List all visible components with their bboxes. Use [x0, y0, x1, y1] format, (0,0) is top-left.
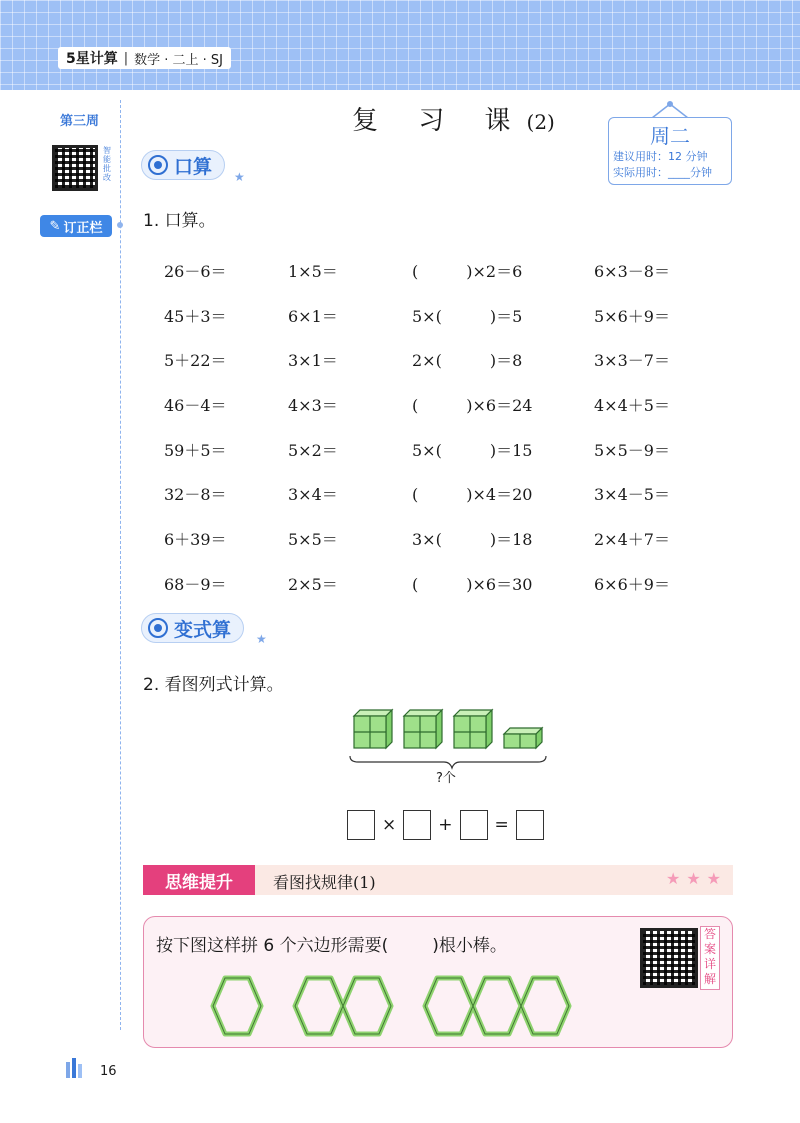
- operator: ×: [382, 815, 397, 835]
- grid-cell[interactable]: ( )×6＝24: [412, 395, 533, 415]
- margin-dot: [117, 222, 123, 228]
- suggest-time: 建议用时：12 分钟: [613, 150, 708, 163]
- grid-row: [164, 516, 724, 561]
- grid-cell[interactable]: 2×( )＝8: [412, 351, 523, 371]
- hexagon-figure: [205, 972, 585, 1040]
- qr-code-icon[interactable]: [52, 145, 98, 191]
- series-tag: [58, 47, 231, 69]
- grid-cell[interactable]: 26－6＝: [164, 261, 227, 281]
- grid-row: [164, 337, 724, 382]
- grid-cell[interactable]: ( )×6＝30: [412, 574, 533, 594]
- hexagon: [425, 978, 473, 1034]
- answer-box[interactable]: [460, 810, 488, 840]
- actual-time: [609, 165, 731, 181]
- grid-cell[interactable]: 3×3－7＝: [594, 351, 670, 371]
- title-main: 复 习 课: [352, 106, 527, 136]
- subject-label: 数学 · 二上 · SJ: [134, 52, 224, 68]
- thinking-title: 看图找规律(1): [273, 873, 376, 892]
- target-icon: [148, 618, 168, 638]
- cube-group-3: [454, 710, 492, 748]
- hexagon: [521, 978, 569, 1034]
- grid-cell[interactable]: ( )×4＝20: [412, 485, 533, 505]
- hexagon: [213, 978, 261, 1034]
- grid-cell[interactable]: 4×4＋5＝: [594, 395, 670, 415]
- question-1: 1. 口算。: [143, 211, 216, 231]
- grid-cell[interactable]: 46－4＝: [164, 395, 227, 415]
- thinking-tag: 思维提升: [143, 865, 255, 895]
- correction-label: 订正栏: [63, 220, 103, 236]
- sparkle-icon: ★: [256, 632, 267, 646]
- answer-detail-label: 答案详解: [700, 926, 720, 990]
- grid-row: [164, 427, 724, 472]
- grid-row: [164, 471, 724, 516]
- section-badge-label: 变式算: [174, 618, 232, 641]
- correction-tag: [40, 215, 112, 237]
- prompt-after: )根小棒。: [432, 936, 507, 956]
- grid-cell[interactable]: 2×4＋7＝: [594, 529, 670, 549]
- stopwatch-icon: [148, 155, 168, 175]
- cube-group-4: [504, 728, 542, 748]
- grid-cell[interactable]: 3×1＝: [288, 351, 338, 371]
- operator: +: [438, 815, 453, 835]
- actual-prefix: 实际用时：: [613, 166, 668, 179]
- grid-cell[interactable]: 3×( )＝18: [412, 529, 533, 549]
- grid-cell[interactable]: 5×5＝: [288, 529, 338, 549]
- equation: [347, 810, 544, 840]
- hexagon: [295, 978, 343, 1034]
- actual-suffix: 分钟: [690, 166, 712, 179]
- grid-cell[interactable]: 2×5＝: [288, 574, 338, 594]
- qr-side-text: 智能批改: [103, 146, 111, 182]
- margin-divider: [120, 100, 121, 1030]
- answer-box[interactable]: [403, 810, 431, 840]
- grid-cell[interactable]: 5×5－9＝: [594, 440, 670, 460]
- thinking-prompt: [156, 931, 507, 956]
- page-title: [352, 100, 555, 137]
- day-label: 周二: [650, 124, 690, 148]
- section-badge-variant: [141, 613, 244, 643]
- cube-group-1: [354, 710, 392, 748]
- brand-name: 5星计算: [66, 51, 118, 67]
- day-box: [608, 117, 732, 185]
- grid-cell[interactable]: 6×1＝: [288, 306, 338, 326]
- answer-box[interactable]: [516, 810, 544, 840]
- section-badge-oral: [141, 150, 225, 180]
- week-label: 第三周: [60, 114, 100, 129]
- grid-cell[interactable]: 3×4－5＝: [594, 485, 670, 505]
- grid-cell[interactable]: 32－8＝: [164, 485, 227, 505]
- header-banner: [0, 0, 800, 90]
- grid-cell[interactable]: 6＋39＝: [164, 529, 227, 549]
- grid-cell[interactable]: 5×( )＝15: [412, 440, 533, 460]
- star-rating: ★★★: [665, 869, 727, 888]
- oral-grid: [164, 248, 724, 606]
- grid-cell[interactable]: 5×2＝: [288, 440, 338, 460]
- grid-row: [164, 248, 724, 293]
- grid-cell[interactable]: 1×5＝: [288, 261, 338, 281]
- page-number: 16: [100, 1064, 117, 1079]
- grid-cell[interactable]: 59＋5＝: [164, 440, 227, 460]
- prompt-before: 按下图这样拼 6 个六边形需要(: [156, 936, 389, 956]
- thinking-bar: [143, 865, 733, 895]
- sparkle-icon: ★: [234, 170, 245, 184]
- separator: |: [123, 50, 129, 66]
- question-2: 2. 看图列式计算。: [143, 675, 284, 695]
- grid-row: [164, 382, 724, 427]
- grid-cell[interactable]: 45＋3＝: [164, 306, 227, 326]
- brace-label: ?个: [436, 771, 456, 786]
- operator: =: [494, 815, 509, 835]
- section-badge-label: 口算: [174, 155, 213, 178]
- qr-code-icon[interactable]: [640, 928, 698, 988]
- grid-row: [164, 293, 724, 338]
- grid-cell[interactable]: 5×6＋9＝: [594, 306, 670, 326]
- hexagon: [343, 978, 391, 1034]
- grid-cell[interactable]: 68－9＝: [164, 574, 227, 594]
- actual-blank[interactable]: ____: [668, 166, 690, 179]
- title-sub: (2): [526, 110, 555, 134]
- grid-cell[interactable]: 3×4＝: [288, 485, 338, 505]
- grid-cell[interactable]: 4×3＝: [288, 395, 338, 415]
- hexagon: [473, 978, 521, 1034]
- books-icon: [64, 1058, 94, 1078]
- grid-cell[interactable]: 5×( )＝5: [412, 306, 523, 326]
- grid-cell[interactable]: 6×3－8＝: [594, 261, 670, 281]
- grid-cell[interactable]: 6×6＋9＝: [594, 574, 670, 594]
- grid-cell[interactable]: ( )×2＝6: [412, 261, 523, 281]
- pencil-icon: ✎: [49, 218, 61, 234]
- answer-box[interactable]: [347, 810, 375, 840]
- grid-cell[interactable]: 5＋22＝: [164, 351, 227, 371]
- grid-row: [164, 561, 724, 606]
- cube-group-2: [404, 710, 442, 748]
